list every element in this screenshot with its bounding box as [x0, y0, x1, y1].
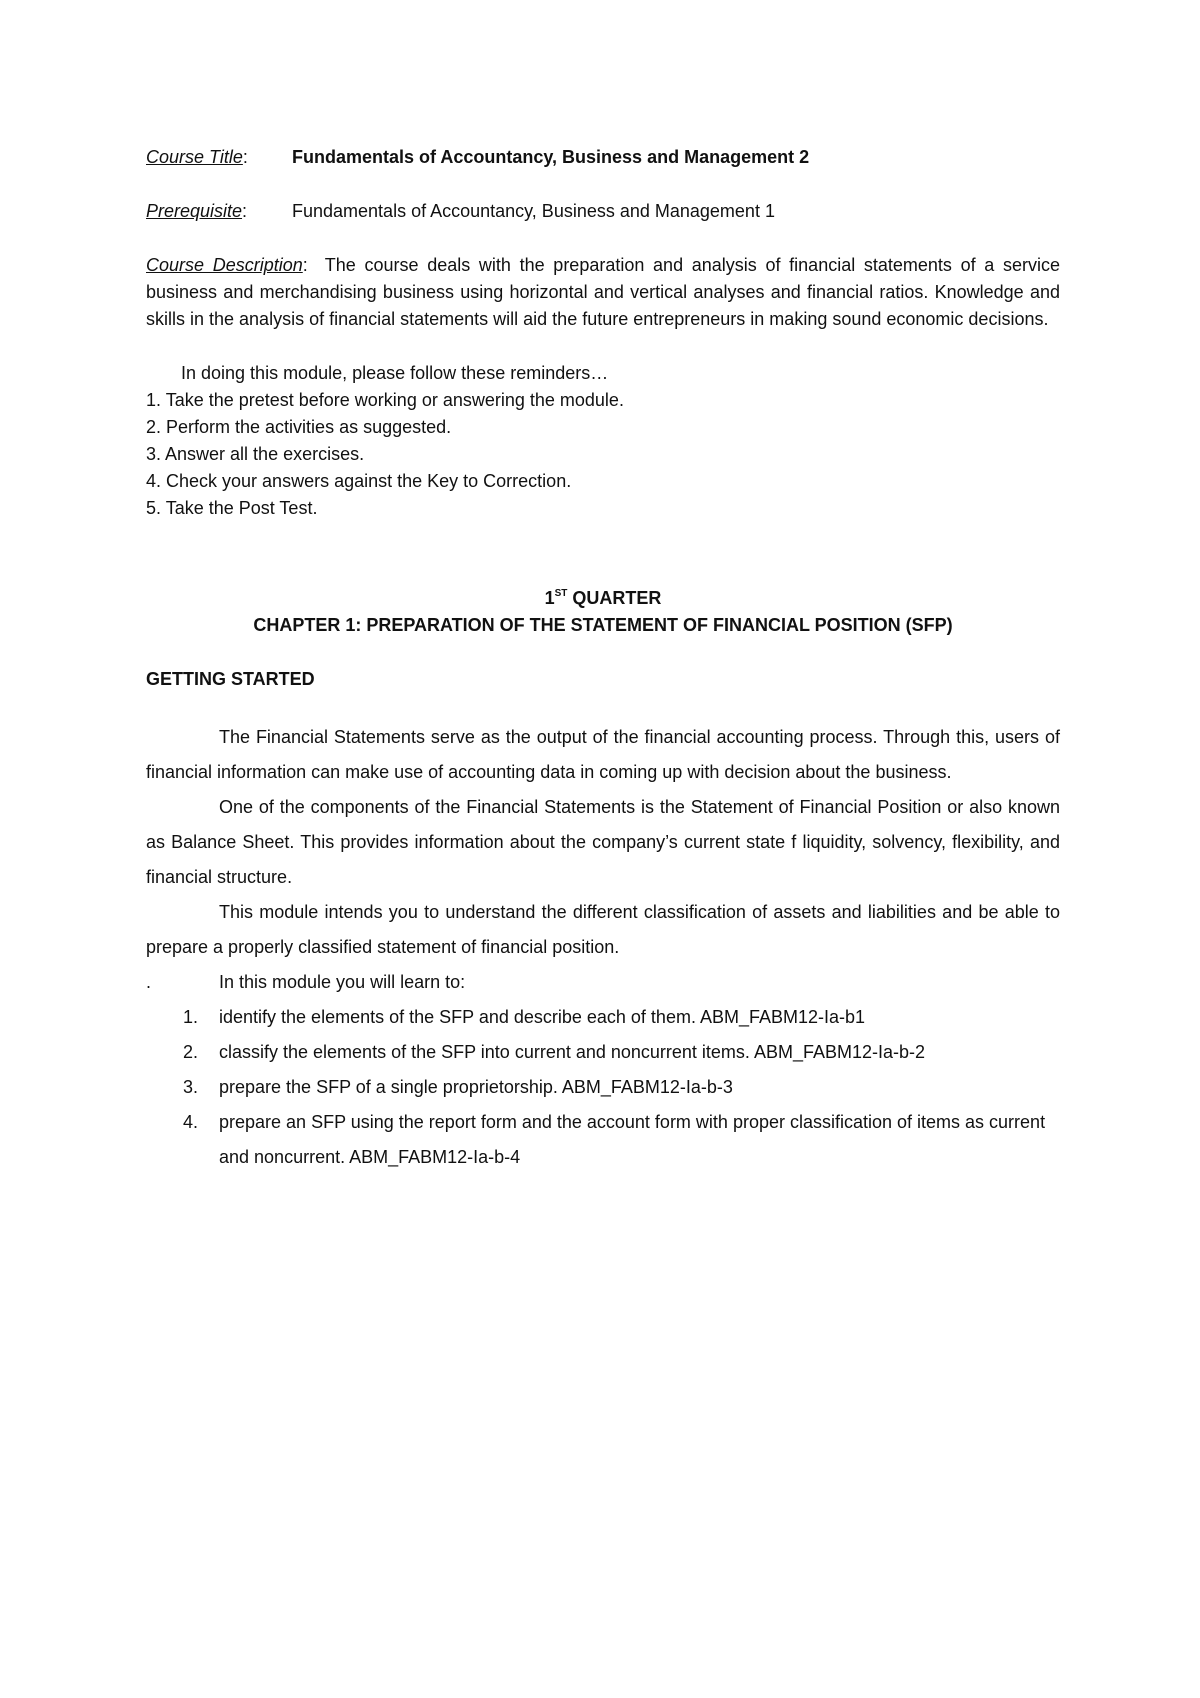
reminders-block: [146, 360, 1060, 522]
list-item: [146, 1035, 1060, 1070]
course-description-text: The course deals with the preparation and analysis of financial statements of a service business and merchandising business using horizontal and vertical analyses and financial ratios. Knowledge and skills in the analysis of financial statements will aid the future entrepreneurs in making sound economic decisions.: [146, 255, 1061, 329]
reminder-item: 4. Check your answers against the Key to Correction.: [146, 471, 572, 491]
objective-text: identify the elements of the SFP and describe each of them. ABM_FABM12-Ia-b1: [219, 1007, 866, 1027]
prerequisite-value: Fundamentals of Accountancy, Business and Management 1: [292, 201, 775, 221]
objective-number: 4.: [183, 1112, 199, 1132]
body-paragraph: One of the components of the Financial Statements is the Statement of Financial Position or also known as Balance Sheet. This provides information about the company’s current state f liquidity, solvency, flexibility, and financial structure.: [146, 797, 1060, 887]
reminder-item: 5. Take the Post Test.: [146, 498, 318, 518]
list-item: [146, 1000, 1060, 1035]
learn-intro-text: In this module you will learn to:: [219, 972, 466, 992]
prerequisite-row: Prerequisite: Fundamentals of Accountancy, Business and Management 1: [146, 201, 775, 221]
learn-dot: .: [146, 972, 152, 992]
list-item: [146, 1105, 1060, 1175]
objectives-list: [146, 1000, 1060, 1175]
quarter-heading: [146, 580, 1060, 612]
reminder-item: 1. Take the pretest before working or answering the module.: [146, 390, 624, 410]
quarter-label: QUARTER: [572, 588, 662, 608]
objective-number: 3.: [183, 1077, 199, 1097]
quarter-number: 1: [544, 588, 555, 608]
course-description: Course Description: The course deals with the preparation and analysis of financial statements of a service business and merchandising business using horizontal and vertical analyses and financial ratios. Knowledge and skills in the analysis of financial statements will aid the future entrepreneurs in making sound economic decisions.: [146, 255, 1061, 329]
course-description-label: Course Description: [146, 255, 303, 275]
document-content: [146, 144, 1060, 1175]
course-title-row: Course Title: Fundamentals of Accountancy, Business and Management 2: [146, 147, 810, 167]
course-title-value: Fundamentals of Accountancy, Business and Management 2: [292, 147, 810, 167]
reminders-intro: In doing this module, please follow these reminders…: [181, 363, 609, 383]
quarter-suffix: ST: [554, 588, 568, 599]
reminder-item: 2. Perform the activities as suggested.: [146, 417, 452, 437]
objective-number: 1.: [183, 1007, 199, 1027]
reminder-item: 3. Answer all the exercises.: [146, 444, 365, 464]
body-paragraph: This module intends you to understand the different classification of assets and liabilities and be able to prepare a properly classified statement of financial position.: [146, 902, 1060, 957]
objective-text: prepare the SFP of a single proprietorship. ABM_FABM12-Ia-b-3: [219, 1077, 733, 1097]
body-paragraph: The Financial Statements serve as the output of the financial accounting process. Through this, users of financial information can make use of accounting data in coming up with decision about the business.: [146, 727, 1060, 782]
learn-intro-row: [146, 965, 1060, 1000]
prerequisite-label: Prerequisite: [146, 201, 243, 221]
objective-text: prepare an SFP using the report form and the account form with proper classification of items as current and noncurrent. ABM_FABM12-Ia-b-4: [219, 1112, 1046, 1167]
getting-started-heading: GETTING STARTED: [146, 669, 315, 689]
objective-number: 2.: [183, 1042, 199, 1062]
list-item: [146, 1070, 1060, 1105]
course-title-label: Course Title: [146, 147, 243, 167]
objective-text: classify the elements of the SFP into current and noncurrent items. ABM_FABM12-Ia-b-2: [219, 1042, 925, 1062]
chapter-title: CHAPTER 1: PREPARATION OF THE STATEMENT OF FINANCIAL POSITION (SFP): [253, 615, 953, 635]
